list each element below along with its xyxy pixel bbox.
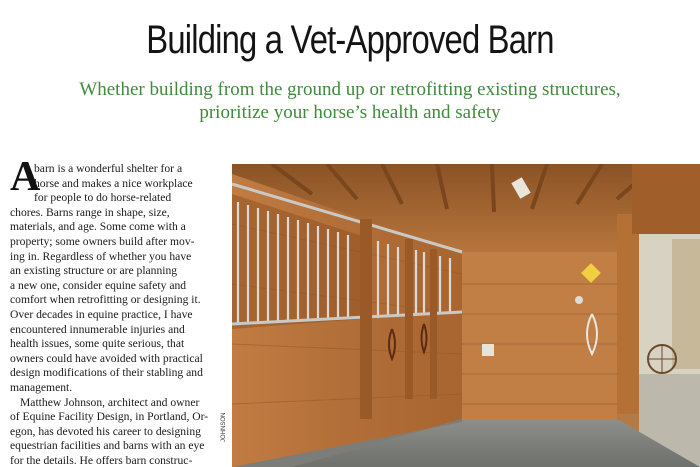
article-title: Building a Vet-Approved Barn <box>146 18 554 62</box>
outside-view <box>639 234 700 467</box>
article-body <box>10 162 228 467</box>
body-line: property; some owners build after mov- <box>10 234 195 248</box>
body-line: Over decades in equine practice, I have <box>10 307 193 321</box>
body-line: horse and makes a nice workplace <box>34 176 193 190</box>
body-line: for people to do horse-related <box>34 191 172 205</box>
article-subtitle <box>30 78 670 124</box>
body-line: equestrian facilities and barns with an eye <box>10 439 205 453</box>
barn-photo <box>232 164 700 467</box>
back-wall <box>462 252 617 422</box>
body-line: design modifications of their stabling and <box>10 366 203 380</box>
body-line: a new one, consider equine safety and <box>10 278 187 292</box>
photo-credit: JOHNSON <box>221 412 227 442</box>
body-line: encountered innumerable injuries and <box>10 322 185 336</box>
body-line: ing in. Regardless of whether you have <box>10 249 192 263</box>
body-line: Matthew Johnson, architect and owner <box>20 395 200 409</box>
body-line: of Equine Facility Design, in Portland, Or- <box>10 410 209 424</box>
drop-cap: A <box>10 162 41 200</box>
body-line: health issues, some quite serious, that <box>10 337 185 351</box>
body-line: management. <box>10 380 73 394</box>
body-line: owners could have avoided with practical <box>10 351 203 365</box>
subtitle-line: prioritize your horse’s health and safety <box>199 102 501 123</box>
body-line: comfort when retrofitting or designing it. <box>10 293 201 307</box>
body-line: egon, has devoted his career to designing <box>10 424 201 438</box>
body-line: an existing structure or are planning <box>10 264 178 278</box>
body-line: materials, and age. Some come with a <box>10 220 186 234</box>
body-line: chores. Barns range in shape, size, <box>10 205 170 219</box>
subtitle-line: Whether building from the ground up or retrofitting existing structures, <box>79 79 621 100</box>
body-line: for the details. He offers barn construc- <box>10 453 193 467</box>
body-line: barn is a wonderful shelter for a <box>34 162 183 175</box>
